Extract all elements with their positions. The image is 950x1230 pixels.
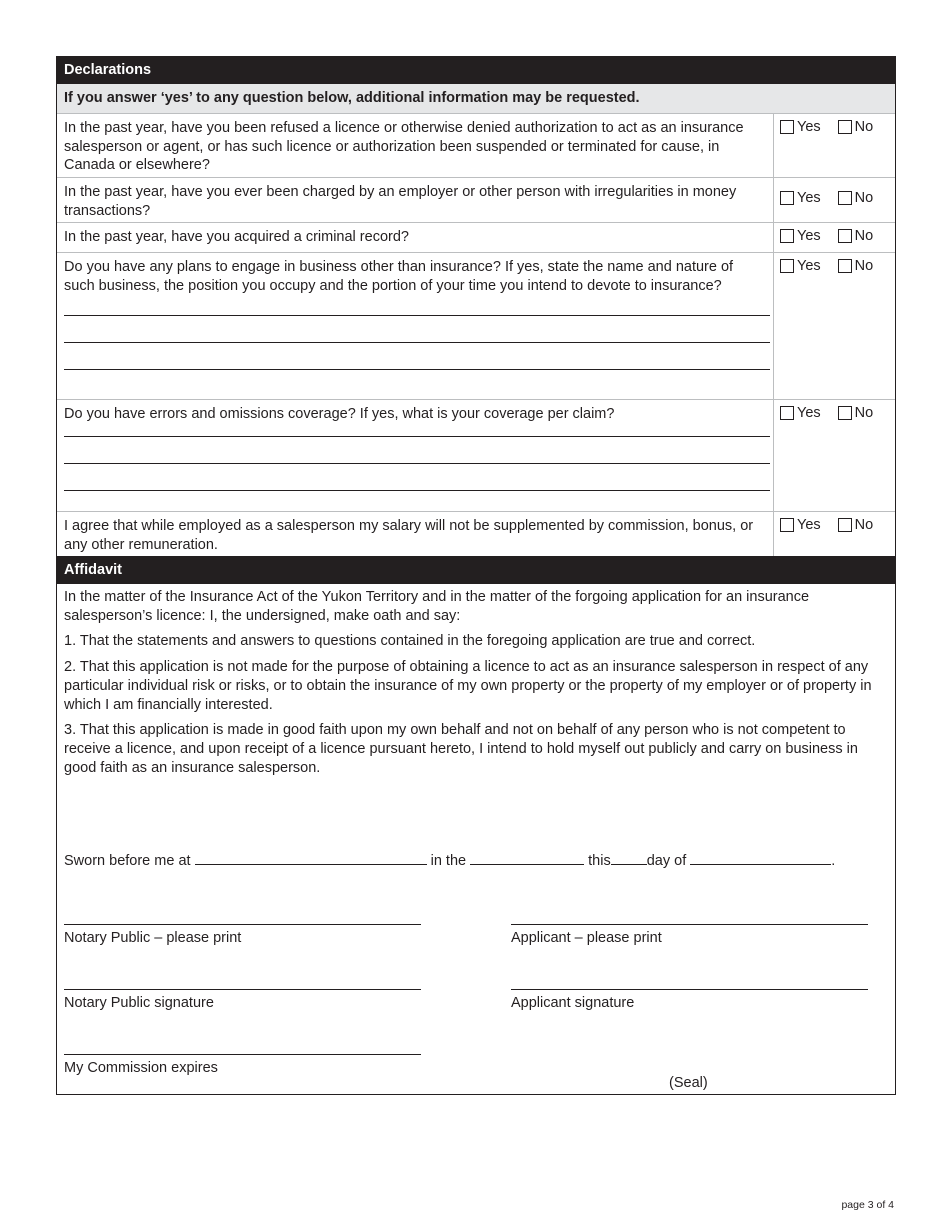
yes-checkbox[interactable]: [780, 518, 794, 532]
question-row: [57, 178, 895, 223]
affidavit-item: 1. That the statements and answers to questions contained in the foregoing application are true and correct.: [64, 633, 756, 650]
page-number: page 3 of 4: [841, 1199, 894, 1211]
no-checkbox[interactable]: [838, 406, 852, 420]
notary-signature-label: Notary Public signature: [64, 995, 214, 1011]
no-option[interactable]: [838, 405, 874, 421]
declarations-instruction: If you answer ‘yes’ to any question below, additional information may be requested.: [57, 84, 895, 114]
yes-checkbox[interactable]: [780, 406, 794, 420]
yes-label: Yes: [797, 119, 821, 135]
yes-label: Yes: [797, 228, 821, 244]
write-in-line[interactable]: [64, 490, 770, 491]
question-row: [57, 400, 895, 512]
sworn-statement: [64, 852, 835, 869]
no-label: No: [854, 517, 874, 533]
write-in-line[interactable]: [64, 369, 770, 370]
yes-option[interactable]: [780, 405, 821, 421]
no-label: No: [854, 258, 874, 274]
sworn-prefix: Sworn before me at: [64, 853, 191, 869]
yes-option[interactable]: [780, 190, 821, 206]
question-text: In the past year, have you ever been charged by an employer or other person with irregularities in money transactions?: [64, 184, 737, 219]
no-label: No: [854, 228, 874, 244]
affidavit-item: 3. That this application is made in good faith upon my own behalf and not on behalf of any person who is not competent to receive a licence, and upon receipt of a licence pursuant hereto, I intend to hold myself out publicly and carry on business in good faith as an insurance salesperson.: [64, 722, 858, 776]
no-option[interactable]: [838, 517, 874, 533]
applicant-print-label: Applicant – please print: [511, 930, 662, 946]
yes-checkbox[interactable]: [780, 120, 794, 134]
affidavit-text: [57, 584, 895, 777]
yes-option[interactable]: [780, 258, 821, 274]
affidavit-header: Affidavit: [57, 556, 895, 584]
answer-options: [773, 253, 895, 399]
question-row: [57, 114, 895, 178]
no-label: No: [854, 405, 874, 421]
question-row: [57, 512, 895, 556]
notary-signature-line[interactable]: [64, 989, 421, 990]
answer-options: [773, 512, 895, 556]
affidavit-intro: In the matter of the Insurance Act of the Yukon Territory and in the matter of the forgoing application for an insurance salesperson’s licence: I, the undersigned, make oath and say:: [64, 589, 810, 624]
question-text: Do you have errors and omissions coverage? If yes, what is your coverage per claim?: [64, 406, 615, 422]
answer-options: [773, 400, 895, 511]
sworn-day-of: day of: [646, 853, 687, 869]
sworn-month-field[interactable]: [690, 852, 831, 865]
yes-option[interactable]: [780, 228, 821, 244]
sworn-end: .: [831, 853, 836, 869]
no-option[interactable]: [838, 258, 874, 274]
yes-label: Yes: [797, 190, 821, 206]
question-row: [57, 223, 895, 253]
no-checkbox[interactable]: [838, 259, 852, 273]
question-block: [57, 400, 773, 511]
sworn-in-the: in the: [430, 853, 467, 869]
no-label: No: [854, 119, 874, 135]
yes-checkbox[interactable]: [780, 259, 794, 273]
yes-option[interactable]: [780, 119, 821, 135]
yes-checkbox[interactable]: [780, 229, 794, 243]
applicant-print-line[interactable]: [511, 924, 868, 925]
answer-options: [773, 114, 895, 177]
question-text: In the past year, have you been refused a licence or otherwise denied authorization to act as an insurance salesperson or agent, or has such licence or authorization been suspended or terminated for cause, in Canada or elsewhere?: [64, 120, 744, 173]
yes-checkbox[interactable]: [780, 191, 794, 205]
write-in-line[interactable]: [64, 315, 770, 316]
answer-options: [773, 178, 895, 222]
yes-option[interactable]: [780, 517, 821, 533]
no-checkbox[interactable]: [838, 518, 852, 532]
no-checkbox[interactable]: [838, 191, 852, 205]
no-option[interactable]: [838, 228, 874, 244]
write-in-line[interactable]: [64, 342, 770, 343]
applicant-signature-line[interactable]: [511, 989, 868, 990]
sworn-territory-field[interactable]: [470, 852, 584, 865]
sworn-day-field[interactable]: [611, 852, 647, 865]
no-checkbox[interactable]: [838, 229, 852, 243]
answer-options: [773, 223, 895, 252]
yes-label: Yes: [797, 517, 821, 533]
no-option[interactable]: [838, 119, 874, 135]
notary-print-line[interactable]: [64, 924, 421, 925]
declarations-header: Declarations: [57, 56, 895, 84]
write-in-line[interactable]: [64, 463, 770, 464]
no-label: No: [854, 190, 874, 206]
sworn-this: this: [588, 853, 611, 869]
yes-label: Yes: [797, 405, 821, 421]
seal-label: (Seal): [669, 1075, 708, 1091]
question-text: Do you have any plans to engage in business other than insurance? If yes, state the name and nature of such business, the position you occupy and the portion of your time you intend to devote to insurance?: [64, 259, 734, 294]
question-text: In the past year, have you acquired a criminal record?: [64, 229, 409, 245]
question-text: I agree that while employed as a salesperson my salary will not be supplemented by commission, bonus, or any other remuneration.: [64, 518, 754, 553]
commission-line[interactable]: [64, 1054, 421, 1055]
notary-print-label: Notary Public – please print: [64, 930, 242, 946]
question-row: [57, 253, 895, 400]
no-checkbox[interactable]: [838, 120, 852, 134]
affidavit-body: [57, 584, 895, 1094]
affidavit-item: 2. That this application is not made for the purpose of obtaining a licence to act as an insurance salesperson in respect of any particular individual risk or risks, or to obtain the insurance of my own property or the property of my employer or of property in which I am financially interested.: [64, 659, 872, 713]
yes-label: Yes: [797, 258, 821, 274]
question-block: [57, 253, 773, 399]
commission-label: My Commission expires: [64, 1060, 218, 1076]
application-form: [56, 56, 896, 1095]
no-option[interactable]: [838, 190, 874, 206]
sworn-location-field[interactable]: [195, 852, 427, 865]
write-in-line[interactable]: [64, 436, 770, 437]
applicant-signature-label: Applicant signature: [511, 995, 635, 1011]
